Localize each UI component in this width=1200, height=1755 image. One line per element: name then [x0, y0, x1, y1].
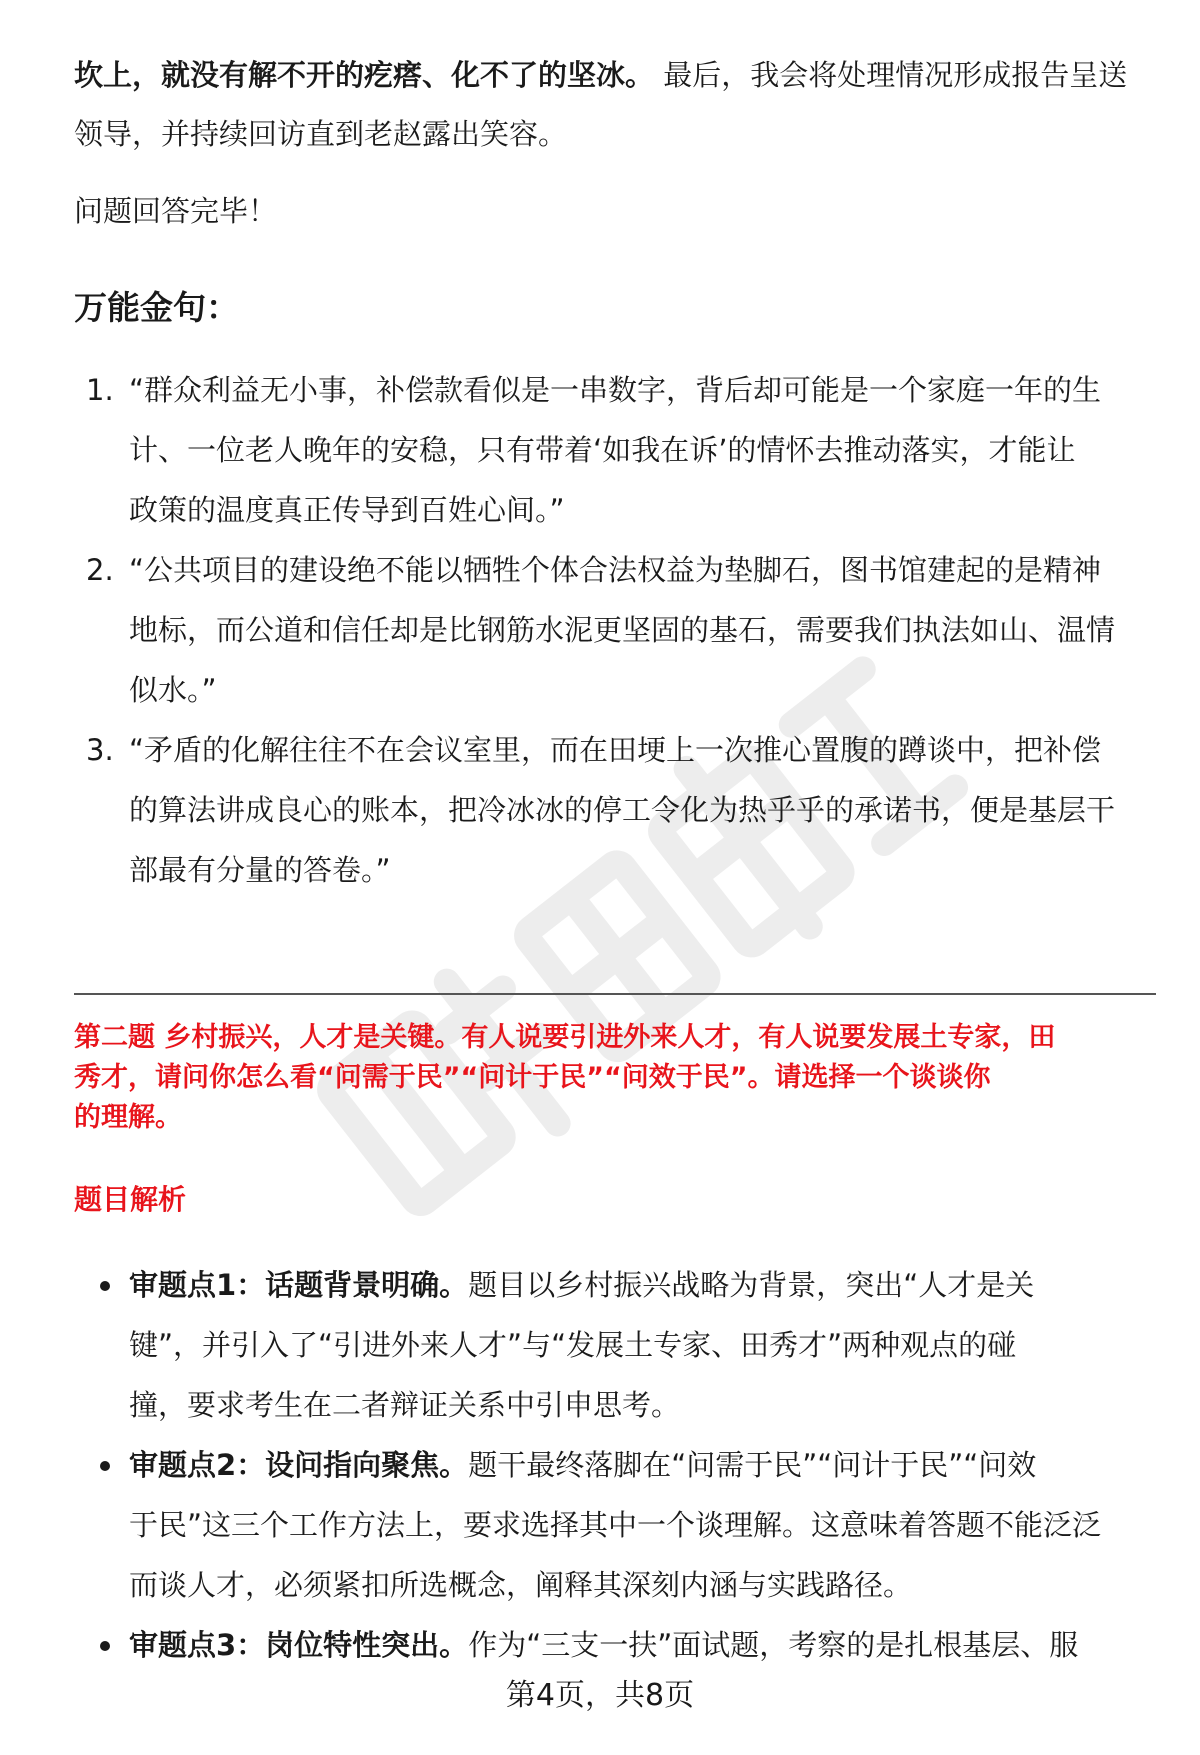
- quote-line: “群众利益无小事，补偿款看似是一串数字，背后却可能是一个家庭一年的生: [129, 373, 1102, 407]
- analysis-title: 题目解析: [74, 1183, 187, 1216]
- quote-line: 似水。”: [129, 673, 217, 707]
- quote-line: “公共项目的建设绝不能以牺牲个体合法权益为垫脚石，图书馆建起的是精神: [129, 553, 1102, 587]
- bullet-icon: [100, 1461, 110, 1471]
- paragraph-line: [74, 46, 1154, 105]
- sentence: 最后，我会将处理情况形成报告呈送: [663, 58, 1128, 92]
- bullet-icon: [100, 1281, 110, 1291]
- divider: [74, 993, 1156, 995]
- question-line: 第二题 乡村振兴，人才是关键。有人说要引进外来人才，有人说要发展土专家，田: [74, 1022, 1056, 1053]
- page-footer: 第4页，共8页: [505, 1678, 695, 1713]
- point-line: 键”，并引入了“引进外来人才”与“发展土专家、田秀才”两种观点的碰: [129, 1328, 1017, 1362]
- question-block: [74, 1018, 1156, 1138]
- question-line: 的理解。: [74, 1102, 182, 1133]
- paragraph-line: 领导，并持续回访直到老赵露出笑容。: [74, 117, 568, 151]
- analysis-points-list: [74, 1255, 1154, 1675]
- point-line: [129, 1255, 1154, 1315]
- intro-paragraph: [74, 46, 1154, 164]
- point-label: 审题点2：设问指向聚焦。: [129, 1448, 469, 1482]
- bullet-icon: [100, 1641, 110, 1651]
- point-line: 而谈人才，必须紧扣所选概念，阐释其深刻内涵与实践路径。: [129, 1568, 913, 1602]
- bold-sentence: 坎上，就没有解不开的疙瘩、化不了的坚冰。: [74, 58, 655, 92]
- point-line: [129, 1615, 1154, 1675]
- point-label: 审题点3：岗位特性突出。: [129, 1628, 469, 1662]
- list-number: 1.: [86, 373, 114, 407]
- section-heading: 万能金句：: [74, 288, 239, 327]
- quote-line: “矛盾的化解往往不在会议室里，而在田埂上一次推心置腹的蹲谈中，把补偿: [129, 733, 1102, 767]
- quote-line: 的算法讲成良心的账本，把冷冰冰的停工令化为热乎乎的承诺书，便是基层干: [129, 793, 1116, 827]
- quote-line: 部最有分量的答卷。”: [129, 853, 391, 887]
- list-item: [74, 720, 1154, 900]
- golden-quotes-list: [74, 360, 1154, 900]
- point-text: 作为“三支一扶”面试题，考察的是扎根基层、服: [468, 1628, 1079, 1662]
- list-number: 2.: [86, 553, 114, 587]
- point-line: [129, 1435, 1154, 1495]
- list-item: [74, 360, 1154, 540]
- list-item: [74, 1255, 1154, 1435]
- quote-line: 地标，而公道和信任却是比钢筋水泥更坚固的基石，需要我们执法如山、温情: [129, 613, 1116, 647]
- point-line: 于民”这三个工作方法上，要求选择其中一个谈理解。这意味着答题不能泛泛: [129, 1508, 1102, 1542]
- list-item: [74, 540, 1154, 720]
- point-text: 题干最终落脚在“问需于民”“问计于民”“问效: [468, 1448, 1037, 1482]
- closing-line: 问题回答完毕！: [74, 194, 278, 228]
- question-line: 秀才，请问你怎么看“问需于民”“问计于民”“问效于民”。请选择一个谈谈你: [74, 1062, 991, 1093]
- point-label: 审题点1：话题背景明确。: [129, 1268, 469, 1302]
- list-item: [74, 1435, 1154, 1615]
- quote-line: 政策的温度真正传导到百姓心间。”: [129, 493, 565, 527]
- list-item: [74, 1615, 1154, 1675]
- point-text: 题目以乡村振兴战略为背景，突出“人才是关: [468, 1268, 1035, 1302]
- point-line: 撞，要求考生在二者辩证关系中引申思考。: [129, 1388, 681, 1422]
- list-number: 3.: [86, 733, 114, 767]
- quote-line: 计、一位老人晚年的安稳，只有带着‘如我在诉’的情怀去推动落实，才能让: [129, 433, 1076, 467]
